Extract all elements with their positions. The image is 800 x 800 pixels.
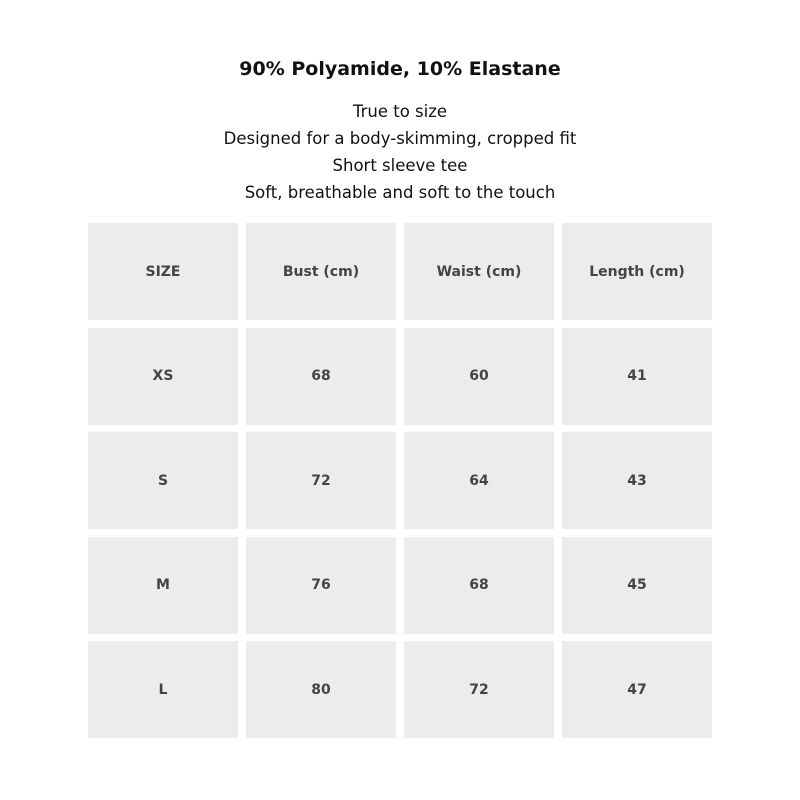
row-s-waist: 64 <box>404 432 554 529</box>
header-size: SIZE <box>88 223 238 320</box>
fabric-composition-title: 90% Polyamide, 10% Elastane <box>239 58 561 80</box>
row-m-waist: 68 <box>404 537 554 634</box>
row-xs-size: XS <box>88 328 238 425</box>
row-l-length: 47 <box>562 641 712 738</box>
product-details <box>0 98 800 206</box>
row-m-bust: 76 <box>246 537 396 634</box>
header-waist: Waist (cm) <box>404 223 554 320</box>
row-m-length: 45 <box>562 537 712 634</box>
row-xs-bust: 68 <box>246 328 396 425</box>
row-s-length: 43 <box>562 432 712 529</box>
header-length: Length (cm) <box>562 223 712 320</box>
row-s-bust: 72 <box>246 432 396 529</box>
row-xs-waist: 60 <box>404 328 554 425</box>
row-xs-length: 41 <box>562 328 712 425</box>
row-m-size: M <box>88 537 238 634</box>
header-bust: Bust (cm) <box>246 223 396 320</box>
row-l-bust: 80 <box>246 641 396 738</box>
detail-style-line: Short sleeve tee <box>332 156 468 175</box>
detail-design-line: Designed for a body-skimming, cropped fit <box>223 129 577 148</box>
row-l-waist: 72 <box>404 641 554 738</box>
row-s-size: S <box>88 432 238 529</box>
size-chart-table <box>88 223 712 738</box>
detail-fit-line: True to size <box>352 102 448 121</box>
detail-feel-line: Soft, breathable and soft to the touch <box>244 183 556 202</box>
row-l-size: L <box>88 641 238 738</box>
